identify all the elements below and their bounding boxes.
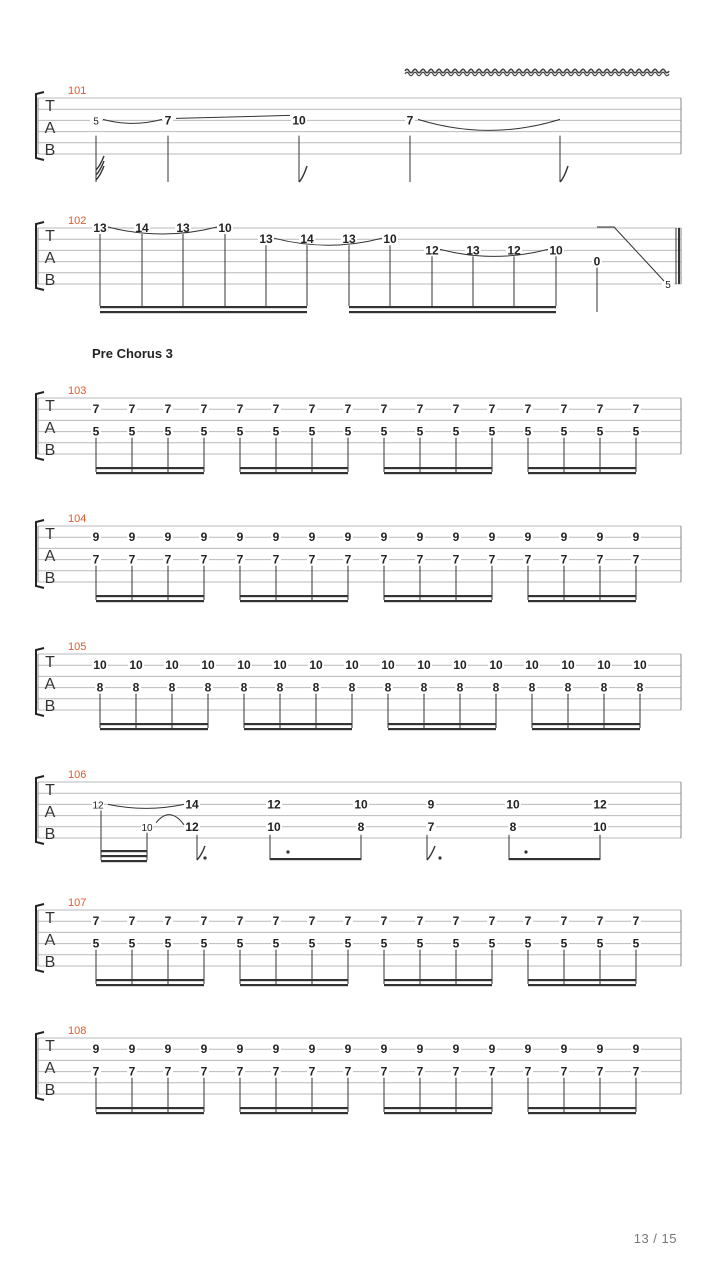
beam [100, 723, 208, 725]
beam [96, 595, 204, 597]
fret-number: 7 [416, 1064, 424, 1079]
fret-number: 5 [560, 424, 568, 439]
fret-number: 5 [92, 424, 100, 439]
beam [100, 728, 208, 730]
beam [349, 311, 556, 313]
fret-number: 9 [560, 1042, 568, 1057]
system-bracket [36, 222, 44, 290]
fret-number: 7 [164, 113, 172, 128]
fret-number: 5 [128, 424, 136, 439]
fret-number: 8 [276, 680, 284, 695]
fret-number: 9 [380, 530, 388, 545]
tab-clef-t: T [45, 228, 55, 245]
fret-number: 9 [632, 530, 640, 545]
beam [240, 472, 348, 474]
fret-number: 9 [596, 1042, 604, 1057]
fret-number: 7 [272, 552, 280, 567]
fret-number: 14 [185, 797, 199, 812]
fret-number: 5 [524, 936, 532, 951]
fret-number: 7 [200, 402, 208, 417]
fret-number: 12 [267, 797, 281, 812]
beam [240, 1112, 348, 1114]
fret-number: 5 [452, 424, 460, 439]
tab-clef-a: A [44, 932, 56, 949]
fret-number: 5 [632, 424, 640, 439]
measure-number: 107 [68, 897, 87, 909]
beam [100, 311, 307, 313]
tab-clef-b: B [44, 272, 56, 289]
fret-number: 7 [344, 1064, 352, 1079]
fret-number: 7 [200, 1064, 208, 1079]
fret-number: 8 [492, 680, 500, 695]
beam [388, 723, 496, 725]
section-label: Pre Chorus 3 [92, 346, 173, 361]
fret-number: 9 [452, 530, 460, 545]
tab-clef-b: B [44, 826, 56, 843]
fret-number: 7 [380, 552, 388, 567]
tab-clef-t: T [45, 654, 55, 671]
fret-number: 7 [272, 402, 280, 417]
fret-number: 5 [308, 936, 316, 951]
beam [96, 467, 204, 469]
fret-number: 7 [560, 552, 568, 567]
fret-number: 8 [96, 680, 104, 695]
fret-number: 5 [344, 424, 352, 439]
fret-number: 9 [596, 530, 604, 545]
beam [101, 855, 147, 857]
fret-number: 8 [312, 680, 320, 695]
fret-number: 5 [164, 424, 172, 439]
fret-number: 7 [128, 402, 136, 417]
fret-number: 7 [632, 552, 640, 567]
fret-number: 5 [380, 936, 388, 951]
fret-number: 7 [92, 914, 100, 929]
beam [384, 984, 492, 986]
dot [438, 856, 441, 859]
fret-number: 10 [141, 822, 153, 834]
beam [384, 979, 492, 981]
fret-number: 7 [128, 914, 136, 929]
fret-number: 9 [560, 530, 568, 545]
fret-number: 7 [632, 402, 640, 417]
note-flag [427, 846, 435, 860]
fret-number: 7 [596, 1064, 604, 1079]
fret-number: 13 [466, 243, 480, 258]
tab-clef-t: T [45, 1038, 55, 1055]
beam [528, 979, 636, 981]
beam [349, 306, 556, 308]
fret-number: 10 [549, 243, 563, 258]
fret-number: 7 [416, 402, 424, 417]
fret-number: 7 [596, 402, 604, 417]
fret-number: 9 [632, 1042, 640, 1057]
system-bracket [36, 392, 44, 460]
tab-clef-a: A [44, 548, 56, 565]
fret-number: 7 [488, 552, 496, 567]
fret-number: 8 [132, 680, 140, 695]
fret-number: 14 [300, 232, 314, 247]
fret-number: 10 [201, 658, 215, 673]
fret-number: 5 [416, 936, 424, 951]
fret-number: 9 [164, 530, 172, 545]
fret-number: 5 [416, 424, 424, 439]
tab-clef-a: A [44, 120, 56, 137]
dot [286, 850, 289, 853]
fret-number: 5 [452, 936, 460, 951]
fret-number: 13 [93, 221, 107, 235]
fret-number: 8 [456, 680, 464, 695]
fret-number: 9 [380, 1042, 388, 1057]
system-bracket [36, 648, 44, 716]
fret-number: 8 [564, 680, 572, 695]
fret-number: 5 [272, 424, 280, 439]
fret-number: 7 [200, 552, 208, 567]
fret-number: 9 [416, 530, 424, 545]
beam [270, 858, 361, 860]
beam [384, 1112, 492, 1114]
tie-arc [108, 804, 184, 808]
fret-number: 7 [236, 914, 244, 929]
page-number: 13 / 15 [633, 1231, 677, 1246]
tab-clef-b: B [44, 698, 56, 715]
fret-number: 7 [560, 402, 568, 417]
fret-number: 7 [452, 1064, 460, 1079]
beam [96, 979, 204, 981]
fret-number: 10 [561, 658, 575, 673]
beam [96, 984, 204, 986]
fret-number: 9 [272, 1042, 280, 1057]
fret-number: 9 [92, 530, 100, 545]
fret-number: 10 [292, 113, 306, 128]
fret-number: 10 [267, 819, 281, 834]
fret-number: 7 [406, 113, 414, 128]
beam [528, 1107, 636, 1109]
fret-number: 5 [488, 936, 496, 951]
beam [509, 858, 600, 860]
fret-number: 10 [237, 658, 251, 673]
fret-number: 7 [524, 914, 532, 929]
fret-number: 9 [452, 1042, 460, 1057]
fret-number: 5 [560, 936, 568, 951]
fret-number: 7 [128, 1064, 136, 1079]
fret-number: 7 [200, 914, 208, 929]
tab-clef-b: B [44, 1082, 56, 1099]
beam [384, 467, 492, 469]
beam [532, 728, 640, 730]
measure-number: 101 [68, 85, 87, 97]
system-bracket [36, 1032, 44, 1100]
beam [532, 723, 640, 725]
fret-number: 10 [273, 658, 287, 673]
tab-clef-t: T [45, 398, 55, 415]
fret-number: 7 [236, 552, 244, 567]
beam [240, 979, 348, 981]
system-bracket [36, 520, 44, 588]
fret-number: 12 [507, 243, 521, 258]
fret-number: 12 [593, 797, 607, 812]
fret-number: 7 [164, 552, 172, 567]
beam [528, 984, 636, 986]
fret-number: 10 [453, 658, 467, 673]
tab-clef-t: T [45, 526, 55, 543]
fret-number: 7 [596, 552, 604, 567]
fret-number: 7 [488, 402, 496, 417]
fret-number: 10 [381, 658, 395, 673]
hammer-arc [156, 815, 184, 825]
fret-number: 9 [524, 530, 532, 545]
tab-clef-t: T [45, 98, 55, 115]
fret-number: 7 [380, 1064, 388, 1079]
fret-number: 10 [633, 658, 647, 673]
fret-number: 7 [452, 914, 460, 929]
beam [100, 306, 307, 308]
fret-number: 5 [596, 936, 604, 951]
fret-number: 7 [344, 552, 352, 567]
tab-clef-b: B [44, 142, 56, 159]
fret-number: 9 [308, 1042, 316, 1057]
slide-line [176, 115, 290, 118]
fret-number: 9 [344, 530, 352, 545]
fret-number: 7 [427, 819, 435, 834]
fret-number: 12 [92, 800, 104, 812]
fret-number: 10 [417, 658, 431, 673]
fret-number: 10 [165, 658, 179, 673]
fret-number: 7 [560, 1064, 568, 1079]
fret-number: 7 [344, 914, 352, 929]
beam [96, 1112, 204, 1114]
beam [96, 600, 204, 602]
note-flag [299, 166, 307, 182]
note-flag [560, 166, 568, 182]
fret-number: 8 [168, 680, 176, 695]
fret-number: 7 [416, 914, 424, 929]
fret-number: 8 [204, 680, 212, 695]
fret-number: 5 [200, 424, 208, 439]
tab-clef-t: T [45, 910, 55, 927]
beam [101, 850, 147, 852]
fret-number: 7 [632, 1064, 640, 1079]
fret-number: 7 [452, 402, 460, 417]
fret-number: 9 [416, 1042, 424, 1057]
fret-number: 5 [380, 424, 388, 439]
measure-number: 108 [68, 1025, 87, 1037]
system-bracket [36, 92, 44, 160]
fret-number: 13 [342, 232, 356, 247]
fret-number: 7 [524, 402, 532, 417]
fret-number: 5 [632, 936, 640, 951]
fret-number: 7 [308, 402, 316, 417]
fret-number: 7 [128, 552, 136, 567]
fret-number: 10 [489, 658, 503, 673]
vibrato-wavy-line [405, 69, 669, 73]
fret-number: 5 [272, 936, 280, 951]
fret-number: 5 [344, 936, 352, 951]
fret-number: 9 [344, 1042, 352, 1057]
fret-number: 7 [272, 1064, 280, 1079]
tie-arc [418, 119, 560, 130]
system-bracket [36, 776, 44, 844]
tab-clef-a: A [44, 1060, 56, 1077]
measure-number: 102 [68, 215, 87, 227]
fret-number: 7 [344, 402, 352, 417]
measure-number: 105 [68, 641, 87, 653]
tab-clef-a: A [44, 250, 56, 267]
fret-number: 9 [236, 1042, 244, 1057]
fret-number: 7 [524, 552, 532, 567]
beam [240, 467, 348, 469]
tab-clef-a: A [44, 804, 56, 821]
fret-number: 12 [425, 243, 439, 258]
beam [244, 728, 352, 730]
fret-number: 5 [665, 280, 671, 291]
fret-number: 10 [129, 658, 143, 673]
tab-clef-t: T [45, 782, 55, 799]
fret-number: 8 [636, 680, 644, 695]
beam [240, 595, 348, 597]
fret-number: 9 [236, 530, 244, 545]
fret-number: 7 [92, 1064, 100, 1079]
fret-number: 8 [528, 680, 536, 695]
fret-number: 7 [308, 1064, 316, 1079]
measure-number: 103 [68, 385, 87, 397]
fret-number: 10 [383, 232, 397, 247]
measure-number: 104 [68, 513, 87, 525]
fret-number: 5 [236, 424, 244, 439]
fret-number: 7 [164, 914, 172, 929]
fret-number: 9 [128, 530, 136, 545]
beam [384, 1107, 492, 1109]
fret-number: 13 [176, 221, 190, 235]
fret-number: 9 [128, 1042, 136, 1057]
beam [96, 472, 204, 474]
fret-number: 5 [488, 424, 496, 439]
fret-number: 7 [164, 402, 172, 417]
fret-number: 9 [200, 1042, 208, 1057]
fret-number: 9 [488, 530, 496, 545]
beam [96, 1107, 204, 1109]
beam [528, 595, 636, 597]
fret-number: 9 [524, 1042, 532, 1057]
fret-number: 5 [308, 424, 316, 439]
fret-number: 7 [236, 402, 244, 417]
fret-number: 9 [488, 1042, 496, 1057]
dot [524, 850, 527, 853]
fret-number: 7 [308, 552, 316, 567]
fret-number: 9 [92, 1042, 100, 1057]
beam [240, 1107, 348, 1109]
fret-number: 10 [593, 819, 607, 834]
fret-number: 7 [488, 914, 496, 929]
fret-number: 10 [525, 658, 539, 673]
fret-number: 12 [185, 819, 199, 834]
fret-number: 8 [509, 819, 517, 834]
fret-number: 8 [357, 819, 365, 834]
fret-number: 10 [354, 797, 368, 812]
tab-clef-b: B [44, 570, 56, 587]
fret-number: 5 [128, 936, 136, 951]
fret-number: 7 [488, 1064, 496, 1079]
fret-number: 7 [380, 402, 388, 417]
fret-number: 0 [593, 254, 601, 269]
tab-clef-b: B [44, 442, 56, 459]
fret-number: 8 [348, 680, 356, 695]
tab-clef-a: A [44, 676, 56, 693]
fret-number: 10 [93, 658, 107, 673]
fret-number: 8 [240, 680, 248, 695]
fret-number: 7 [416, 552, 424, 567]
fret-number: 5 [596, 424, 604, 439]
fret-number: 10 [345, 658, 359, 673]
beam [528, 1112, 636, 1114]
fret-number: 9 [272, 530, 280, 545]
fret-number: 9 [427, 797, 435, 812]
fret-number: 8 [384, 680, 392, 695]
fret-number: 7 [92, 402, 100, 417]
fret-number: 7 [308, 914, 316, 929]
fret-number: 7 [236, 1064, 244, 1079]
beam [240, 600, 348, 602]
fret-number: 10 [309, 658, 323, 673]
beam [388, 728, 496, 730]
fret-number: 5 [200, 936, 208, 951]
fret-number: 7 [524, 1064, 532, 1079]
fret-number: 7 [560, 914, 568, 929]
fret-number: 9 [308, 530, 316, 545]
fret-number: 7 [452, 552, 460, 567]
fret-number: 5 [93, 116, 99, 128]
beam [101, 860, 147, 862]
fret-number: 8 [420, 680, 428, 695]
beam [384, 595, 492, 597]
fret-number: 10 [218, 221, 232, 235]
fret-number: 10 [506, 797, 520, 812]
fret-number: 9 [200, 530, 208, 545]
fret-number: 7 [272, 914, 280, 929]
fret-number: 7 [164, 1064, 172, 1079]
measure-number: 106 [68, 769, 87, 781]
fret-number: 14 [135, 221, 149, 235]
fret-number: 5 [164, 936, 172, 951]
fret-number: 5 [524, 424, 532, 439]
beam [528, 472, 636, 474]
fret-number: 7 [380, 914, 388, 929]
fret-number: 7 [92, 552, 100, 567]
system-bracket [36, 904, 44, 972]
beam [384, 600, 492, 602]
fret-number: 10 [597, 658, 611, 673]
beam [240, 984, 348, 986]
beam [384, 472, 492, 474]
tab-clef-a: A [44, 420, 56, 437]
tab-clef-b: B [44, 954, 56, 971]
fret-number: 13 [259, 232, 273, 247]
fret-number: 7 [632, 914, 640, 929]
fret-number: 5 [92, 936, 100, 951]
beam [244, 723, 352, 725]
fret-number: 9 [164, 1042, 172, 1057]
fret-number: 7 [596, 914, 604, 929]
fret-number: 5 [236, 936, 244, 951]
dot [203, 856, 206, 859]
beam [528, 467, 636, 469]
beam [528, 600, 636, 602]
fret-number: 8 [600, 680, 608, 695]
